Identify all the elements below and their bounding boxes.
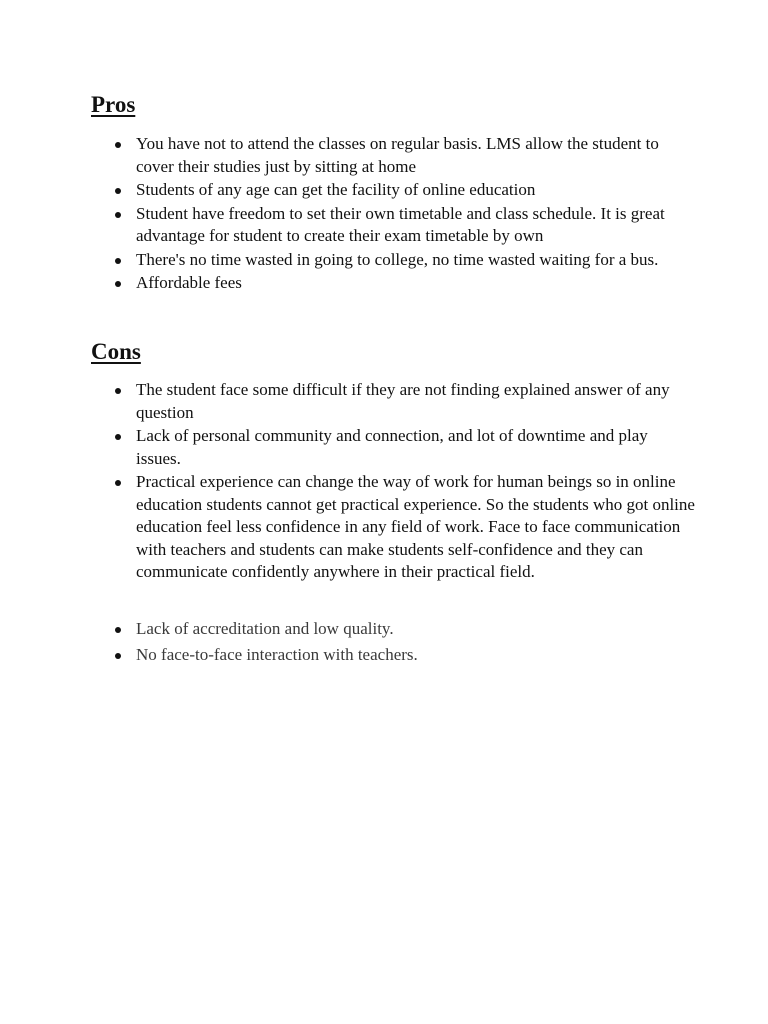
list-item-text: Practical experience can change the way of work for human beings so in online education students cannot get practical experience. So the students who got online education feel less confidence in any field of work. Face to face communication with teachers and students can make students self-confidence and they can communicate confidently anywhere in their practical field. bbox=[136, 472, 695, 581]
list-item bbox=[136, 203, 696, 248]
cons-extra-list bbox=[136, 618, 696, 669]
bullet-icon bbox=[115, 188, 121, 194]
list-item-text: Lack of personal community and connection, and lot of downtime and play issues. bbox=[136, 426, 648, 468]
list-item bbox=[136, 425, 696, 470]
bullet-icon bbox=[115, 388, 121, 394]
list-item bbox=[136, 249, 696, 272]
cons-list bbox=[136, 379, 696, 585]
bullet-icon bbox=[115, 627, 121, 633]
list-item-text: Lack of accreditation and low quality. bbox=[136, 619, 394, 638]
pros-heading: Pros bbox=[91, 92, 136, 117]
list-item-text: Students of any age can get the facility of online education bbox=[136, 180, 536, 199]
list-item bbox=[136, 179, 696, 202]
list-item-text: There's no time wasted in going to college, no time wasted waiting for a bus. bbox=[136, 249, 659, 269]
list-item bbox=[136, 644, 696, 667]
list-item bbox=[136, 272, 696, 295]
bullet-icon bbox=[115, 653, 121, 659]
pros-list bbox=[136, 133, 696, 296]
list-item bbox=[136, 618, 696, 641]
bullet-icon bbox=[115, 281, 121, 287]
bullet-icon bbox=[115, 258, 121, 264]
list-item-text: You have not to attend the classes on regular basis. LMS allow the student to cover their studies just by sitting at home bbox=[136, 134, 659, 176]
list-item bbox=[136, 379, 696, 424]
list-item bbox=[136, 471, 696, 584]
bullet-icon bbox=[115, 434, 121, 440]
list-item-text: Student have freedom to set their own timetable and class schedule. It is great advantage for student to create their exam timetable by own bbox=[136, 203, 665, 245]
list-item-text: The student face some difficult if they are not finding explained answer of any question bbox=[136, 380, 670, 422]
list-item-text: No face-to-face interaction with teachers. bbox=[136, 644, 418, 664]
bullet-icon bbox=[115, 480, 121, 486]
list-item bbox=[136, 133, 696, 178]
bullet-icon bbox=[115, 142, 121, 148]
list-item-text: Affordable fees bbox=[136, 273, 242, 292]
cons-heading: Cons bbox=[91, 339, 141, 364]
bullet-icon bbox=[115, 212, 121, 218]
